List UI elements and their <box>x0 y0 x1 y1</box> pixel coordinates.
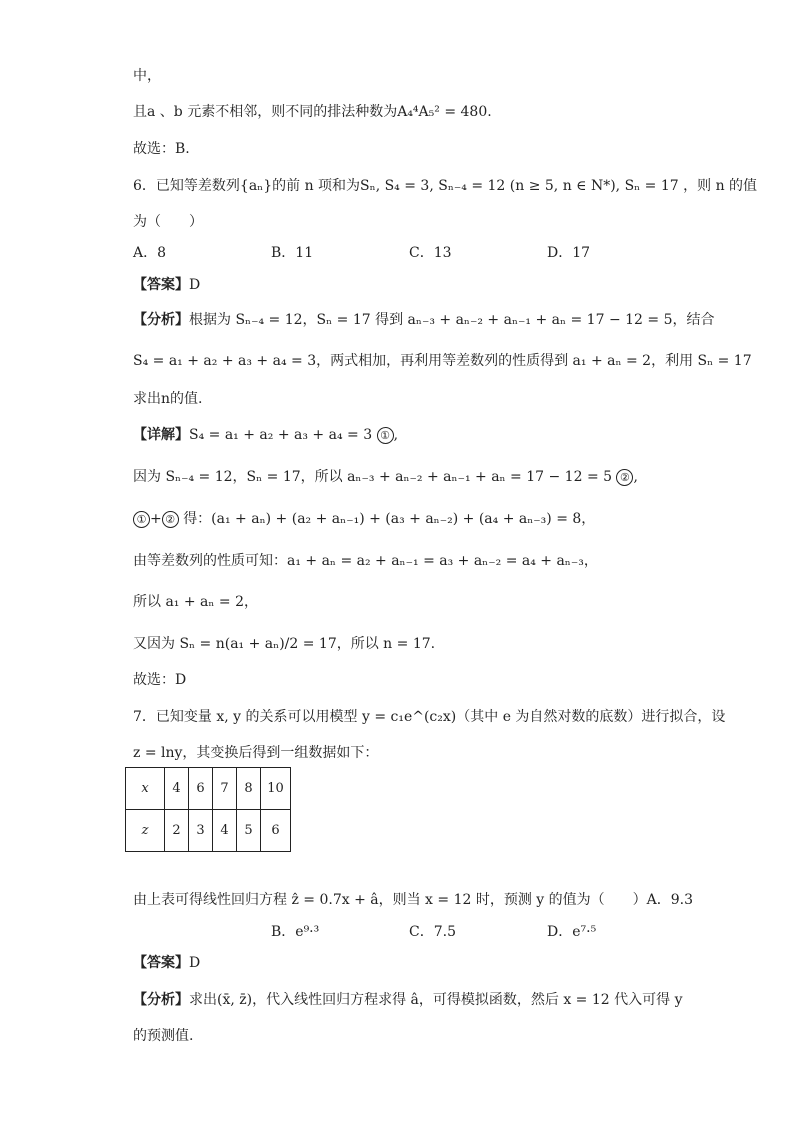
q7-option-c: C．7.5 <box>409 924 456 940</box>
text-line: 由上表可得线性回归方程 ẑ = 0.7x + â，则当 x = 12 时，预测 y 的值为（ ）A．9.3 <box>133 892 694 908</box>
table-row-label: x <box>126 768 165 810</box>
table-cell: 10 <box>261 768 291 810</box>
table-cell: 6 <box>261 810 291 852</box>
detail-tag: 【详解】 <box>133 427 189 443</box>
text-line: ① + ② 得：(a₁ + aₙ) + (a₂ + aₙ₋₁) + (a₃ + aₙ₋₂) + (a₄ + aₙ₋₃) = 8， <box>133 509 595 529</box>
table-cell: 7 <box>213 768 237 810</box>
q6-option-b: B．11 <box>271 245 314 261</box>
analysis-tag: 【分析】 <box>133 312 189 328</box>
text-line: 故选：B. <box>133 141 190 157</box>
table-cell: 5 <box>237 810 261 852</box>
circled-number: ① <box>133 511 150 528</box>
text-line: 所以 a₁ + aₙ = 2， <box>133 594 258 610</box>
q6-answer <box>133 275 200 295</box>
q6-option-c: C．13 <box>409 245 452 261</box>
table-row <box>126 810 291 852</box>
text-line: 故选：D <box>133 672 187 688</box>
text-line: S₄ = a₁ + a₂ + a₃ + a₄ = 3，两式相加，再利用等差数列的性质得到 a₁ + aₙ = 2，利用 Sₙ = 17 <box>133 353 752 369</box>
table-cell: 4 <box>213 810 237 852</box>
detail-text: 得：(a₁ + aₙ) + (a₂ + aₙ₋₁) + (a₃ + aₙ₋₂) + (a₄ + aₙ₋₃) = 8， <box>183 511 596 527</box>
question-6-stem: 6．已知等差数列{aₙ}的前 n 项和为Sₙ, S₄ = 3, Sₙ₋₄ = 12 (n ≥ 5, n ∈ N*), Sₙ = 17 ，则 n 的值 <box>133 178 758 194</box>
table-cell: 4 <box>165 768 189 810</box>
text-line: 又因为 Sₙ = n(a₁ + aₙ)/2 = 17，所以 n = 17. <box>133 636 436 652</box>
table-row <box>126 768 291 810</box>
table-cell: 2 <box>165 810 189 852</box>
answer-tag: 【答案】 <box>133 955 189 971</box>
analysis-text: 根据为 Sₙ₋₄ = 12，Sₙ = 17 得到 aₙ₋₃ + aₙ₋₂ + aₙ₋₁ + aₙ = 17 − 12 = 5，结合 <box>189 312 715 328</box>
text-line: 由等差数列的性质可知：a₁ + aₙ = a₂ + aₙ₋₁ = a₃ + aₙ₋₂ = a₄ + aₙ₋₃， <box>133 553 598 569</box>
q6-option-d: D．17 <box>547 245 591 261</box>
text-line: 中， <box>133 68 161 84</box>
analysis-text: 求出(x̄, z̄)，代入线性回归方程求得 â，可得模拟函数，然后 x = 12 代入可得 y <box>189 992 683 1008</box>
q7-analysis <box>133 990 683 1010</box>
detail-text: S₄ = a₁ + a₂ + a₃ + a₄ = 3 <box>189 427 373 443</box>
table-cell: 8 <box>237 768 261 810</box>
text-line: 求出n的值. <box>133 391 203 407</box>
q7-option-b: B．e⁹·³ <box>271 924 320 940</box>
text-line: 因为 Sₙ₋₄ = 12，Sₙ = 17，所以 aₙ₋₃ + aₙ₋₂ + aₙ₋₁ + aₙ = 17 − 12 = 5 ② , <box>133 469 638 485</box>
question-7-stem: 7．已知变量 x, y 的关系可以用模型 y = c₁e^(c₂x)（其中 e 为自然对数的底数）进行拟合，设 <box>133 709 726 725</box>
answer-tag: 【答案】 <box>133 277 189 293</box>
answer-value: D <box>189 955 201 971</box>
q6-detail: 【详解】S₄ = a₁ + a₂ + a₃ + a₄ = 3 ① , <box>133 427 399 443</box>
analysis-tag: 【分析】 <box>133 992 189 1008</box>
table-cell: 3 <box>189 810 213 852</box>
answer-value: D <box>189 277 201 293</box>
data-table <box>125 767 291 852</box>
text-line: 的预测值. <box>133 1028 194 1044</box>
circled-number: ② <box>616 469 633 486</box>
question-6-stem-cont: 为（ ） <box>133 214 203 230</box>
q6-option-a: A．8 <box>133 245 167 261</box>
text-line: 且a 、b 元素不相邻，则不同的排法种数为A₄⁴A₅² = 480. <box>133 104 492 120</box>
q6-analysis <box>133 310 714 330</box>
q7-option-d: D．e⁷·⁵ <box>547 924 597 940</box>
table-row-label: z <box>126 810 165 852</box>
q7-answer <box>133 953 200 973</box>
detail-text: 因为 Sₙ₋₄ = 12，Sₙ = 17，所以 aₙ₋₃ + aₙ₋₂ + aₙ₋₁ + aₙ = 17 − 12 = 5 <box>133 469 613 485</box>
circled-number: ① <box>377 427 394 444</box>
question-7-stem-cont: z = lny，其变换后得到一组数据如下： <box>133 745 379 761</box>
circled-number: ② <box>162 511 179 528</box>
table-cell: 6 <box>189 768 213 810</box>
